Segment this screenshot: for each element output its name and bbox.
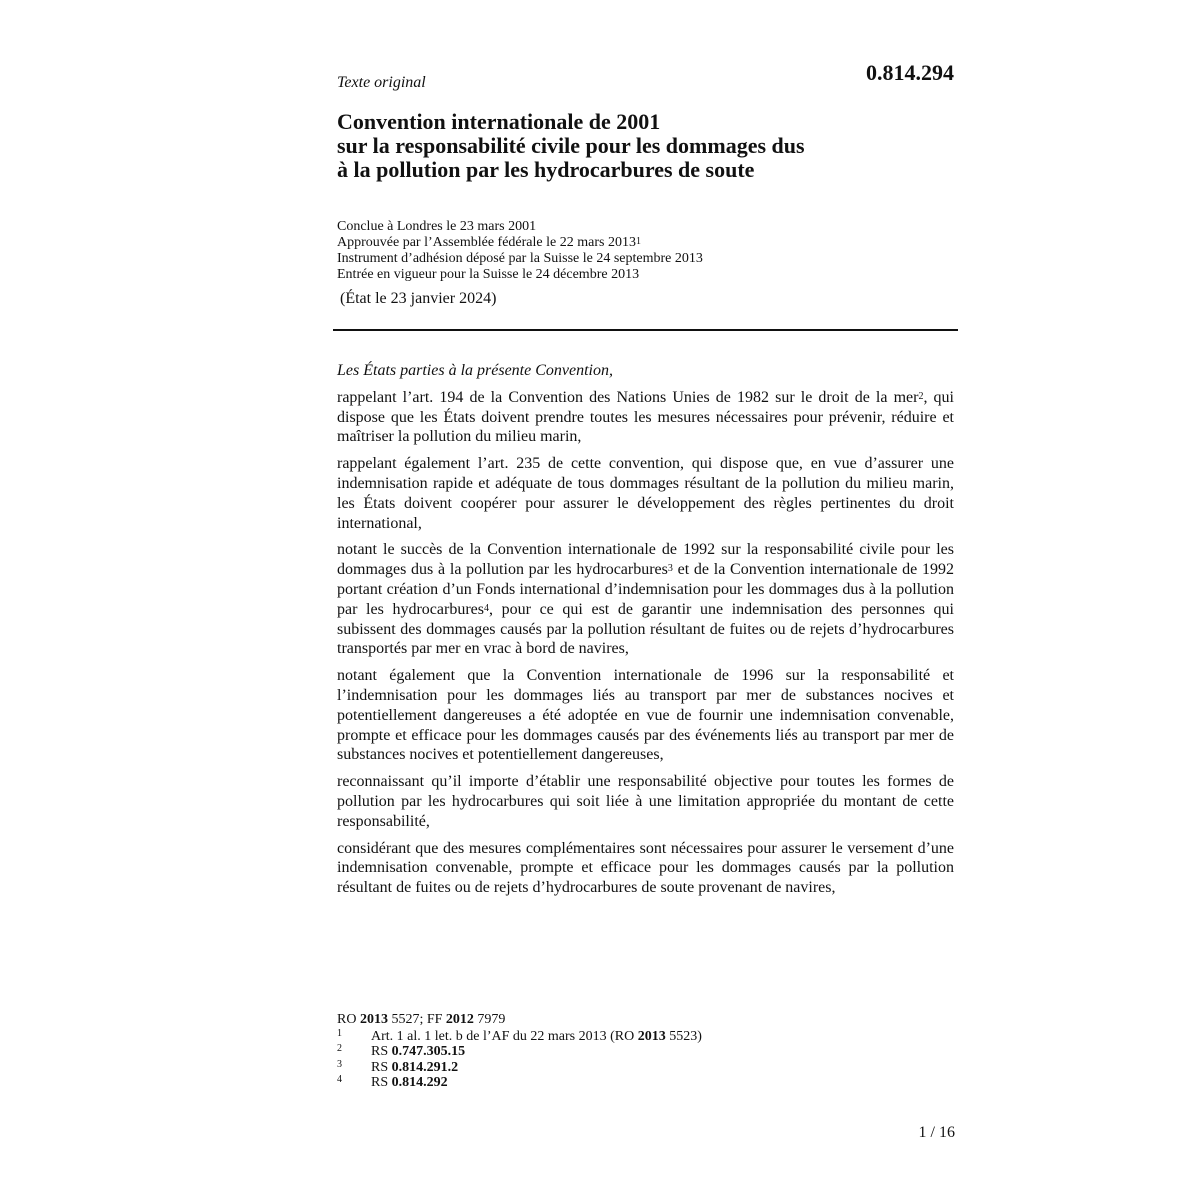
footnote-number: 2 xyxy=(337,1043,342,1054)
page-number: 1 / 16 xyxy=(918,1124,955,1141)
document-metadata xyxy=(337,219,703,283)
document-page xyxy=(337,0,957,1200)
preamble-paragraph: rappelant l’art. 194 de la Convention des Nations Unies de 1982 sur le droit de la mer$^2$, qui dispose que les États doivent prendre toutes les mesures nécessaires pour prévenir, réduire et maîtriser la pollution du milieu marin, xyxy=(337,388,954,446)
state-date: (État le 23 janvier 2024) xyxy=(340,290,497,307)
footnote-number: 4 xyxy=(337,1074,342,1085)
preamble-paragraph: notant le succès de la Convention internationale de 1992 sur la responsabilité civile pour les dommages dus à la pollution par les hydrocarbures$^3$ et de la Convention internationale de 1992 portant création d’un Fonds international d’indemnisation pour les dommages dus à la pollution par les hydrocarbures$^4$, pour ce qui est de garantir une indemnisation des personnes qui subissent des dommages causés par la pollution résultant de fuites ou de rejets d’hydrocarbures transportés par mer en vrac à bord de navires, xyxy=(337,541,955,658)
approved-date: Approuvée par l’Assemblée fédérale le 22 mars 2013$^1$ xyxy=(337,235,641,250)
preamble-paragraph: reconnaissant qu’il importe d’établir une responsabilité objective pour toutes les formes de pollution par les hydrocarbures qui soit liée à une limitation appropriée du montant de cette responsabilité, xyxy=(337,773,954,830)
header-divider xyxy=(333,329,958,331)
preamble-paragraph: notant également que la Convention internationale de 1996 sur la responsabilité et l’indemnisation pour les dommages liés au transport par mer de substances nocives et potentiellement dangereuses a été adoptée en vue de fournir une indemnisation convenable, prompte et efficace pour les dommages causés par des événements liés au transport par mer de substances nocives et potentiellement dangereuses, xyxy=(337,667,954,764)
footnote-item: 3 RS 0.814.291.2 xyxy=(337,1058,459,1075)
footnote-ref[interactable]: 1 xyxy=(635,236,641,247)
title-line-3: à la pollution par les hydrocarbures de soute xyxy=(337,157,755,182)
text-status-label: Texte original xyxy=(337,74,426,91)
preamble-paragraph: rappelant également l’art. 235 de cette convention, qui dispose que, en vue d’assurer une indemnisation rapide et adéquate de tous dommages résultant de la pollution du milieu marin, les États doivent coopérer pour assurer le développement des règles pertinentes du droit international, xyxy=(337,455,954,532)
preamble-intro: Les États parties à la présente Convention, xyxy=(337,362,613,379)
footnote-number: 3 xyxy=(337,1058,342,1070)
publication-reference: RO 2013 5527; FF 2012 7979 xyxy=(337,1012,506,1027)
footnote-item: 4 RS 0.814.292 xyxy=(337,1074,448,1090)
document-number: 0.814.294 xyxy=(866,60,954,85)
footnote-ref[interactable]: 3 xyxy=(667,563,673,575)
preamble-paragraph: considérant que des mesures complémentaires sont nécessaires pour assurer le versement d’une indemnisation convenable, prompte et efficace pour les dommages causés par la pollution résultant de fuites ou de rejets d’hydrocarbures de soute provenant de navires, xyxy=(337,839,954,897)
concluded-date: Conclue à Londres le 23 mars 2001 xyxy=(337,219,537,234)
footnote-item: 2 RS 0.747.305.15 xyxy=(337,1043,466,1059)
footnote-ref[interactable]: 2 xyxy=(918,390,924,402)
entry-into-force-date: Entrée en vigueur pour la Suisse le 24 décembre 2013 xyxy=(337,267,640,282)
document-title xyxy=(337,110,937,182)
preamble xyxy=(337,361,954,905)
title-line-2: sur la responsabilité civile pour les dommages dus xyxy=(337,133,805,158)
instrument-date: Instrument d’adhésion déposé par la Suisse le 24 septembre 2013 xyxy=(337,251,703,266)
footnote-item: 1 Art. 1 al. 1 let. b de l’AF du 22 mars 2013 (RO 2013 5523) xyxy=(337,1027,702,1044)
title-line-1: Convention internationale de 2001 xyxy=(337,109,661,134)
footnotes xyxy=(337,1012,954,1091)
footnote-number: 1 xyxy=(337,1027,342,1039)
footnote-ref[interactable]: 4 xyxy=(483,602,489,614)
